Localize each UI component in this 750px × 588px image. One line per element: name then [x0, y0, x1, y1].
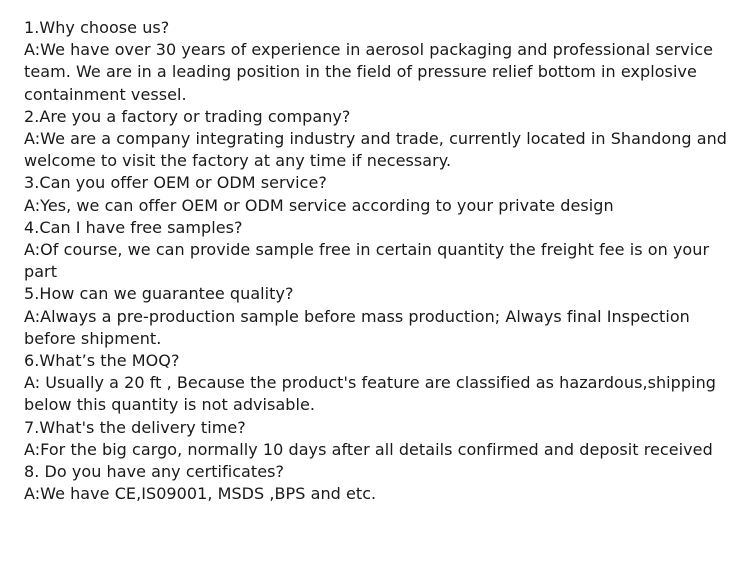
faq-list [24, 17, 736, 505]
faq-answer-1: A:We have over 30 years of experience in aerosol packaging and professional service team. We are in a leading position in the field of pressure relief bottom in explosive containment vessel. [24, 40, 714, 104]
faq-question-4: 4.Can I have free samples? [24, 217, 243, 237]
faq-question-7: 7.What's the delivery time? [24, 417, 246, 437]
faq-answer-5: A:Always a pre-production sample before mass production; Always final Inspection before shipment. [24, 306, 690, 348]
faq-question-2: 2.Are you a factory or trading company? [24, 106, 351, 126]
faq-answer-6: A: Usually a 20 ft , Because the product's feature are classified as hazardous,shipping below this quantity is not advisable. [24, 373, 716, 415]
faq-answer-7: A:For the big cargo, normally 10 days after all details confirmed and deposit received [24, 439, 713, 459]
faq-question-6: 6.What’s the MOQ? [24, 351, 180, 371]
faq-answer-4: A:Of course, we can provide sample free in certain quantity the freight fee is on your part [24, 240, 710, 282]
faq-question-8: 8. Do you have any certificates? [24, 462, 285, 482]
faq-question-3: 3.Can you offer OEM or ODM service? [24, 173, 327, 193]
faq-answer-2: A:We are a company integrating industry and trade, currently located in Shandong and welcome to visit the factory at any time if necessary. [24, 129, 727, 171]
faq-question-5: 5.How can we guarantee quality? [24, 284, 294, 304]
faq-answer-8: A:We have CE,IS09001, MSDS ,BPS and etc. [24, 484, 377, 504]
faq-question-1: 1.Why choose us? [24, 18, 170, 37]
faq-answer-3: A:Yes, we can offer OEM or ODM service according to your private design [24, 195, 614, 215]
